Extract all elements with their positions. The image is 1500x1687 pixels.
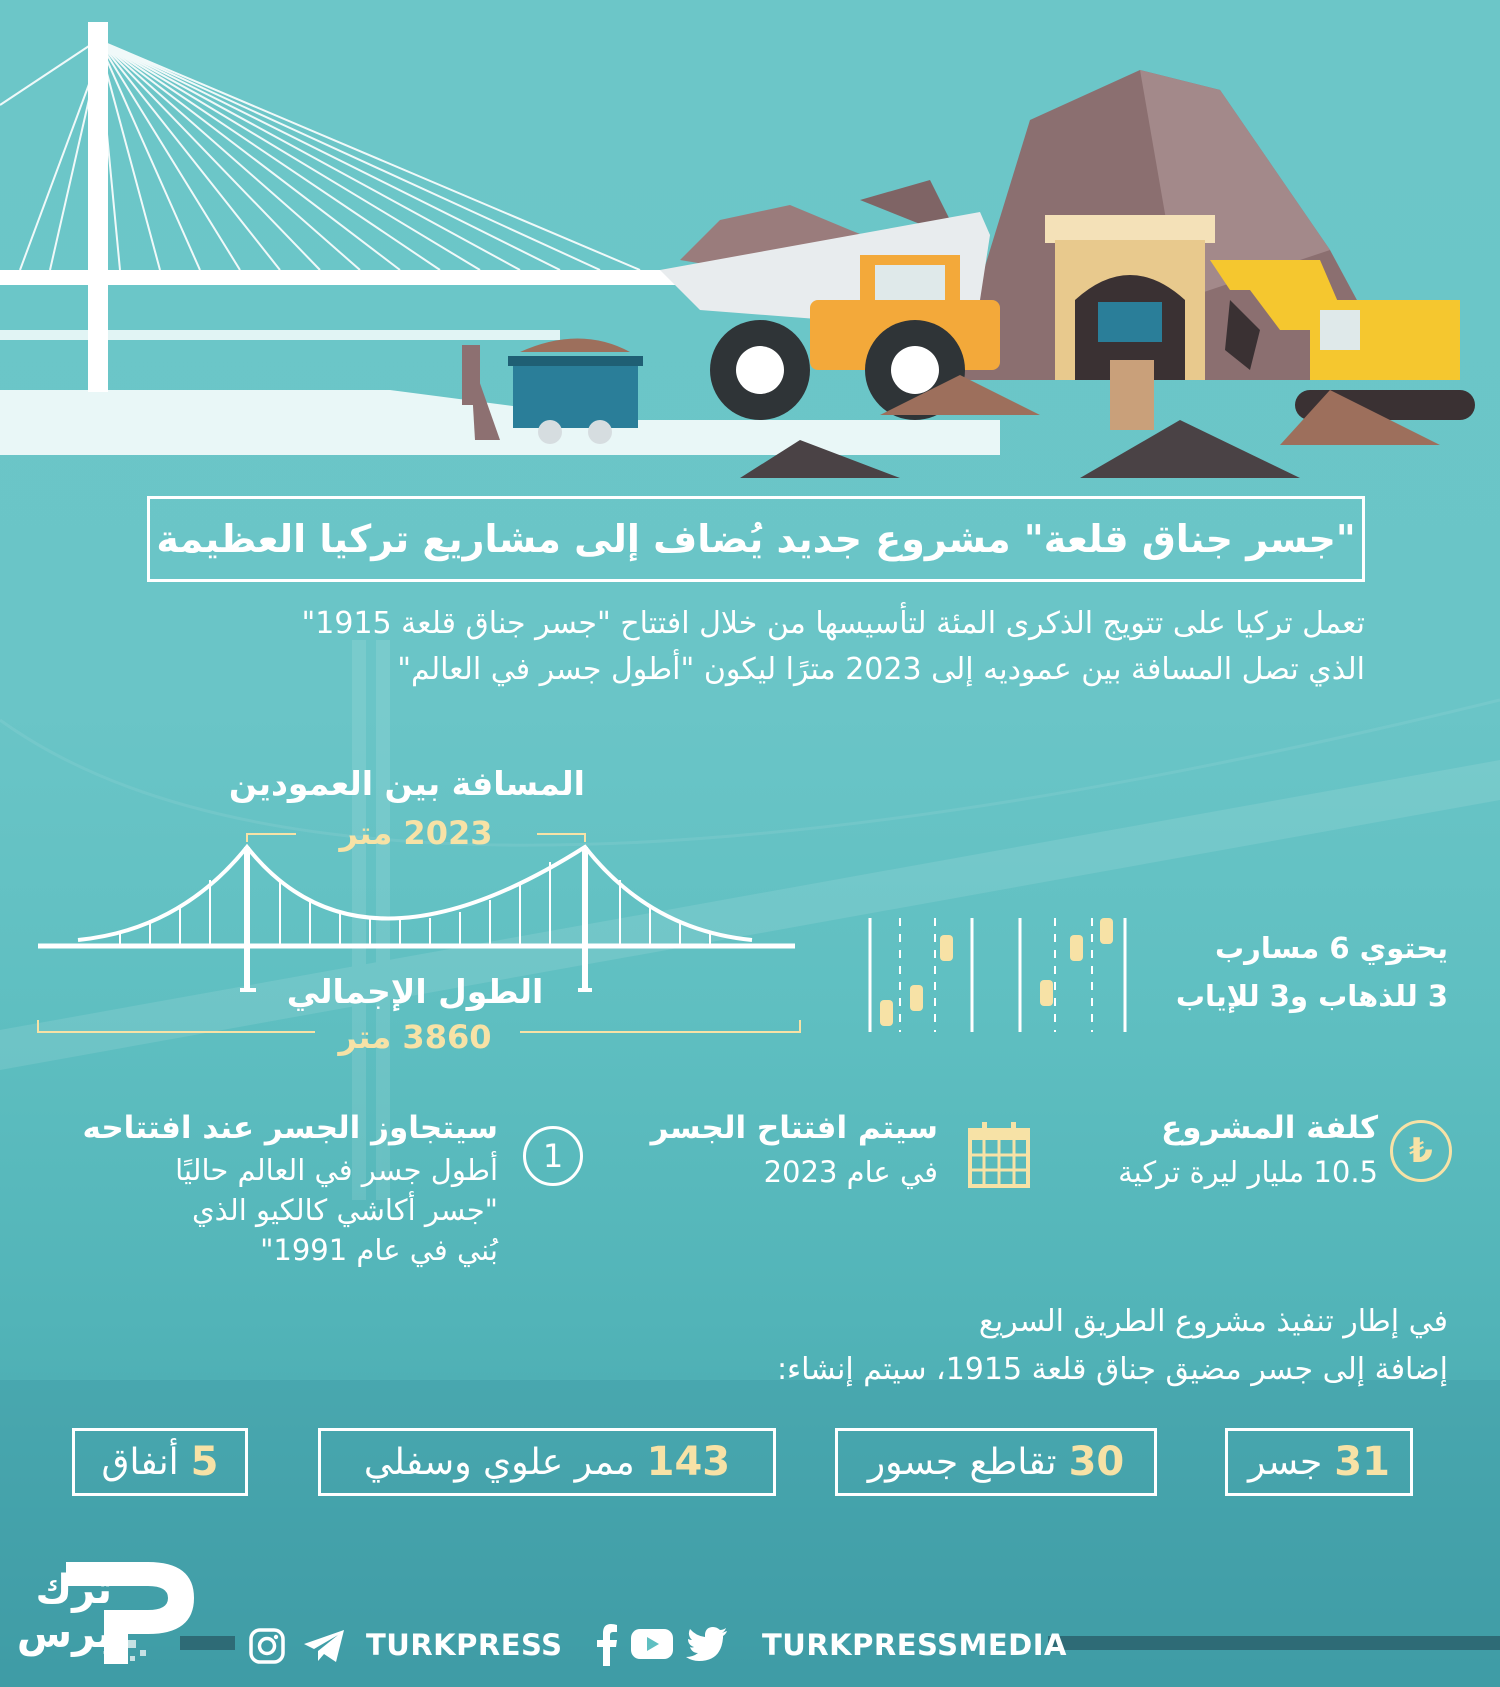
fact-cost-text: 10.5 مليار ليرة تركية (1118, 1155, 1378, 1189)
number-one-icon (523, 1126, 583, 1186)
total-length-value: 3860 متر (338, 1018, 492, 1056)
span-label: المسافة بين العمودين (228, 764, 585, 803)
fact-opening-text: في عام 2023 (763, 1155, 938, 1189)
lanes-line-1: يحتوي 6 مسارب (1215, 931, 1448, 965)
main-title: "جسر جناق قلعة" مشروع جديد يُضاف إلى مشاريع تركيا العظيمة (156, 517, 1356, 561)
turkpress-logo-text (16, 1567, 112, 1657)
logo-line-2: برس (16, 1611, 112, 1657)
total-length-label: الطول الإجمالي (286, 972, 544, 1011)
stat-tunnels-number: 5 (190, 1439, 219, 1485)
tunnel-entrance (1045, 215, 1215, 380)
intro-paragraph (125, 601, 1365, 693)
intro-line-1: تعمل تركيا على تتويج الذكرى المئة لتأسيسها من خلال افتتاح "جسر جناق قلعة 1915" (301, 606, 1365, 641)
turkpressmedia-handle[interactable]: TURKPRESSMEDIA (762, 1628, 1067, 1662)
intro-line-2: الذي تصل المسافة بين عموديه إلى 2023 مترًا ليكون "أطول جسر في العالم" (397, 652, 1365, 687)
stat-interchanges-label: تقاطع جسور (867, 1441, 1057, 1483)
stat-bridges-number: 31 (1334, 1439, 1390, 1485)
stat-passages-number: 143 (646, 1439, 731, 1485)
highway-line-1: في إطار تنفيذ مشروع الطريق السريع (978, 1304, 1448, 1339)
turkpress-handle[interactable]: TURKPRESS (366, 1628, 563, 1662)
stat-tunnels (72, 1428, 248, 1496)
highway-paragraph (777, 1298, 1448, 1394)
lanes-info (1176, 924, 1448, 1020)
span-value: 2023 متر (339, 814, 493, 852)
telegram-icon[interactable] (302, 1628, 346, 1664)
fact-opening (651, 1110, 938, 1192)
fact-record (83, 1110, 498, 1270)
logo-line-1: ترك (35, 1567, 112, 1613)
fact-cost (1118, 1110, 1378, 1192)
facebook-icon[interactable] (596, 1624, 618, 1666)
calendar-icon (968, 1120, 1030, 1188)
stat-interchanges-number: 30 (1068, 1439, 1125, 1485)
twitter-icon[interactable] (686, 1626, 728, 1662)
fact-record-line-3: بُني في عام 1991" (260, 1233, 498, 1267)
fact-cost-title: كلفة المشروع (1161, 1110, 1378, 1146)
stat-tunnels-label: أنفاق (101, 1441, 179, 1483)
lira-icon: ₺ (1390, 1120, 1452, 1182)
instagram-icon[interactable] (248, 1627, 286, 1665)
main-title-box (147, 496, 1365, 582)
youtube-icon[interactable] (630, 1628, 674, 1660)
fact-record-line-1: أطول جسر في العالم حاليًا (175, 1153, 498, 1187)
fact-record-line-2: "جسر أكاشي كالكيو الذي (191, 1193, 498, 1227)
stat-bridges (1225, 1428, 1413, 1496)
highway-line-2: إضافة إلى جسر مضيق جناق قلعة 1915، سيتم إنشاء: (776, 1352, 1448, 1387)
stat-passages-label: ممر علوي وسفلي (363, 1441, 635, 1483)
number-one-label: 1 (542, 1137, 564, 1175)
lanes-illustration (870, 918, 1125, 1032)
stat-passages (318, 1428, 776, 1496)
stat-bridges-label: جسر (1248, 1441, 1323, 1483)
fact-opening-title: سيتم افتتاح الجسر (650, 1110, 938, 1146)
stat-interchanges (835, 1428, 1157, 1496)
fact-record-title: سيتجاوز الجسر عند افتتاحه (82, 1110, 498, 1146)
lanes-line-2: 3 للذهاب و3 للإياب (1175, 979, 1448, 1013)
